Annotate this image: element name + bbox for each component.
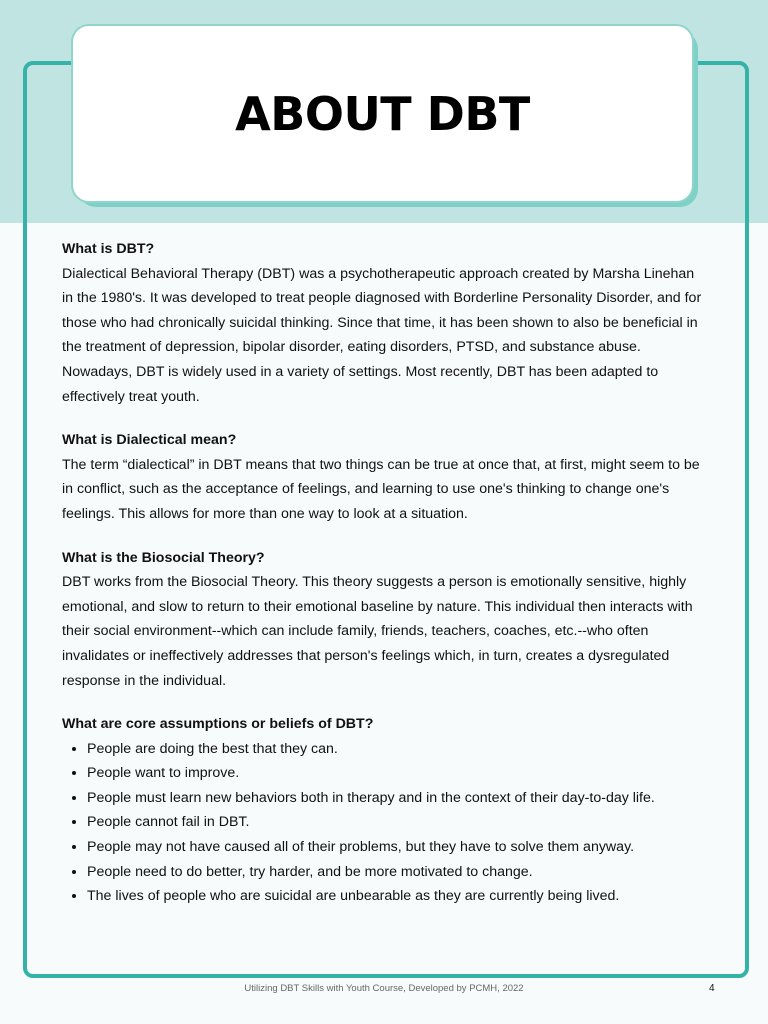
list-item: • The lives of people who are suicidal are unbearable as they are currently being lived.	[87, 884, 702, 909]
section-heading: What is DBT?	[62, 241, 155, 257]
title-card	[71, 24, 694, 203]
main-content	[62, 237, 702, 928]
page-title: ABOUT DBT	[235, 86, 530, 141]
page-number: 4	[709, 983, 715, 994]
section-heading: What are core assumptions or beliefs of DBT?	[62, 716, 374, 733]
section-body: The term “dialectical” in DBT means that two things can be true at once that, at first, might seem to be in conflict, such as the acceptance of feelings, and learning to use one's thinking to change one's feelings. This allows for more than one way to look at a situation.	[62, 456, 700, 522]
list-item: • People may not have caused all of their problems, but they have to solve them anyway.	[87, 835, 702, 860]
assumptions-list	[62, 737, 702, 909]
footer-text: Utilizing DBT Skills with Youth Course, Developed by PCMH, 2022	[244, 983, 524, 994]
section-core-assumptions	[62, 712, 702, 909]
list-item: • People want to improve.	[87, 761, 702, 786]
section-body: DBT works from the Biosocial Theory. This theory suggests a person is emotionally sensitive, highly emotional, and slow to return to their emotional baseline by nature. This individual then interacts with their social environment--which can include family, friends, teachers, coaches, etc.--who often invalidates or ineffectively addresses that person's feelings which, in turn, creates a dysregulated response in the individual.	[62, 574, 693, 689]
section-heading: What is Dialectical mean?	[62, 432, 237, 449]
section-body: Dialectical Behavioral Therapy (DBT) was a psychotherapeutic approach created by Marsha Linehan in the 1980's. It was developed to treat people diagnosed with Borderline Personality Disorder, and for those who had chronically suicidal thinking. Since that time, it has been shown to also be beneficial in the treatment of depression, bipolar disorder, eating disorders, PTSD, and substance abuse. Nowadays, DBT is widely used in a variety of settings. Most recently, DBT has been adapted to effectively treat youth.	[62, 265, 702, 405]
list-item: • People are doing the best that they can.	[87, 737, 702, 762]
section-heading: What is the Biosocial Theory?	[62, 549, 265, 566]
list-item: • People need to do better, try harder, and be more motivated to change.	[87, 860, 702, 885]
list-item: • People must learn new behaviors both in therapy and in the context of their day-to-day life.	[87, 786, 702, 811]
section-dialectical	[62, 428, 702, 526]
section-what-is-dbt	[62, 237, 702, 409]
section-biosocial-theory	[62, 546, 702, 694]
list-item: • People cannot fail in DBT.	[87, 810, 702, 835]
